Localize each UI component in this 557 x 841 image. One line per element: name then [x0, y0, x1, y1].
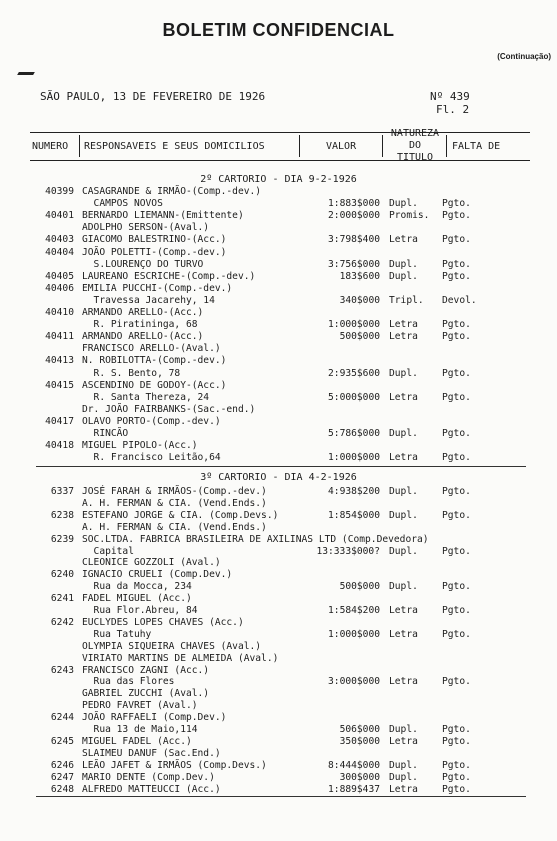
entry-nature: Letra — [389, 319, 418, 331]
col-header-falta: FALTA DE — [452, 141, 501, 152]
entry-nature: Dupl. — [389, 509, 418, 521]
entry-nature: Dupl. — [389, 270, 418, 282]
entry-number: 40401 — [45, 210, 74, 222]
table-row — [0, 593, 557, 605]
entry-name: S.LOURENÇO DO TURVO — [82, 258, 204, 270]
entry-value: 350$000 — [339, 735, 380, 747]
entry-number: 6247 — [50, 771, 74, 783]
table-row — [0, 676, 557, 688]
entry-nature: Dupl. — [389, 258, 418, 270]
entry-name: EUCLYDES LOPES CHAVES (Acc.) — [82, 616, 244, 628]
entry-name: VIRIATO MARTINS DE ALMEIDA (Aval.) — [82, 652, 279, 664]
entry-falta: Pgto. — [442, 628, 471, 640]
entry-value: 2:935$600 — [328, 367, 380, 379]
entry-value: 1:000$000 — [328, 628, 380, 640]
entry-name: R. Francisco Leitão,64 — [82, 452, 221, 464]
entry-nature: Dupl. — [389, 759, 418, 771]
bulletin-number-value: Nº 439 — [430, 90, 470, 103]
entry-falta: Pgto. — [442, 735, 471, 747]
continuation-note: (Continuação) — [497, 52, 551, 61]
entry-nature: Letra — [389, 452, 418, 464]
entry-name: Rua Tatuhy — [82, 628, 152, 640]
table-row — [0, 748, 557, 760]
entry-falta: Devol. — [442, 294, 477, 306]
table-row — [0, 486, 557, 498]
entry-value: 3:756$000 — [328, 258, 380, 270]
entry-nature: Dupl. — [389, 581, 418, 593]
col-header-numero: NUMERO — [32, 141, 69, 152]
entry-falta: Pgto. — [442, 198, 471, 210]
entry-number: 6337 — [50, 486, 74, 497]
table-row — [0, 271, 557, 283]
entry-name: FRANCISCO ARELLO-(Aval.) — [82, 343, 221, 355]
entry-falta: Pgto. — [442, 210, 471, 222]
entry-nature: Letra — [389, 735, 418, 747]
entry-falta: Pgto. — [442, 509, 471, 521]
entry-name: MIGUEL PIPOLO-(Acc.) — [82, 440, 198, 452]
entry-number: 40405 — [45, 270, 74, 282]
entry-number: 40417 — [45, 415, 74, 427]
entry-falta: Pgto. — [442, 367, 471, 379]
table-row — [0, 617, 557, 629]
table-row — [0, 522, 557, 534]
entry-falta: Pgto. — [442, 319, 471, 331]
table-row — [0, 546, 557, 558]
entry-falta: Pgto. — [442, 545, 471, 557]
entry-falta: Pgto. — [442, 605, 471, 616]
table-row — [0, 416, 557, 428]
entry-nature: Dupl. — [389, 367, 418, 379]
bottom-rule — [36, 796, 526, 797]
entry-value: 3:798$400 — [328, 234, 380, 246]
table-row — [0, 653, 557, 665]
entry-nature: Letra — [389, 628, 418, 640]
section-3-title: 3º CARTORIO - DIA 4-2-1926 — [200, 472, 357, 483]
entry-number: 6245 — [50, 735, 74, 747]
entry-value: 1:883$000 — [328, 198, 380, 210]
entry-name: IGNACIO CRUELI (Comp.Dev.) — [82, 569, 233, 581]
table-row — [0, 534, 557, 546]
entry-name: FADEL MIGUEL (Acc.) — [82, 593, 192, 605]
table-row — [0, 331, 557, 343]
entry-value: 1:584$200 — [328, 605, 380, 616]
entry-falta: Pgto. — [442, 771, 471, 783]
entry-nature: Letra — [389, 331, 418, 343]
entry-falta: Pgto. — [442, 581, 471, 593]
entry-value: 3:000$000 — [328, 676, 380, 688]
entry-name: MARIO DENTE (Comp.Dev.) — [82, 771, 215, 783]
entry-name: ARMANDO ARELLO-(Acc.) — [82, 331, 204, 343]
table-row — [0, 724, 557, 736]
entry-falta: Pgto. — [442, 270, 471, 282]
table-row — [0, 283, 557, 295]
col-header-valor: VALOR — [326, 141, 357, 152]
table-row — [0, 760, 557, 772]
entry-number: 40415 — [45, 379, 74, 391]
entry-number: 40410 — [45, 307, 74, 318]
entry-falta: Pgto. — [442, 676, 471, 688]
entry-name: RINCÃO — [82, 428, 129, 439]
table-row — [0, 392, 557, 404]
table-row — [0, 688, 557, 700]
entry-name: MIGUEL FADEL (Acc.) — [82, 735, 192, 747]
entry-nature: Dupl. — [389, 486, 418, 497]
table-row — [0, 186, 557, 198]
entry-name: ARMANDO ARELLO-(Acc.) — [82, 307, 204, 318]
entry-name: CASAGRANDE & IRMÃO-(Comp.-dev.) — [82, 186, 262, 197]
bulletin-number — [430, 90, 470, 116]
entry-name: ADOLPHO SERSON-(Aval.) — [82, 222, 210, 234]
entry-name: JOSÉ FARAH & IRMÃOS-(Comp.-dev.) — [82, 486, 267, 497]
entry-value: 5:000$000 — [328, 391, 380, 403]
table-row — [0, 700, 557, 712]
entry-value: 2:000$000 — [328, 210, 380, 222]
entry-falta: Pgto. — [442, 428, 471, 439]
entry-name: ESTEFANO JORGE & CIA. (Comp.Devs.) — [82, 509, 279, 521]
entry-falta: Pgto. — [442, 331, 471, 343]
table-row — [0, 404, 557, 416]
entry-falta: Pgto. — [442, 724, 471, 735]
entry-value: 1:000$000 — [328, 452, 380, 464]
entry-number: 6239 — [50, 533, 74, 545]
table-row — [0, 198, 557, 210]
entry-nature: Letra — [389, 676, 418, 688]
table-row — [0, 498, 557, 510]
table-row — [0, 368, 557, 380]
entry-name: Rua das Flores — [82, 676, 175, 688]
entry-value: 13:333$000? — [316, 545, 380, 557]
table-row — [0, 510, 557, 522]
entry-falta: Pgto. — [442, 452, 471, 464]
section-2-title: 2º CARTORIO - DIA 9-2-1926 — [200, 174, 357, 185]
entry-name: LEÃO JAFET & IRMÃOS (Comp.Devs.) — [82, 759, 267, 771]
table-row — [0, 557, 557, 569]
table-row — [0, 712, 557, 724]
entry-number: 40411 — [45, 331, 74, 343]
entry-number: 40399 — [45, 186, 74, 197]
entry-falta: Pgto. — [442, 783, 471, 795]
entry-number: 6238 — [50, 509, 74, 521]
entry-name: Rua da Mocca, 234 — [82, 581, 192, 593]
col-header-responsaveis: RESPONSAVEIS E SEUS DOMICILIOS — [84, 141, 265, 152]
entry-name: JOÃO POLETTI-(Comp.-dev.) — [82, 246, 227, 258]
entry-value: 506$000 — [339, 724, 380, 735]
entry-value: 8:444$000 — [328, 759, 380, 771]
entry-nature: Letra — [389, 234, 418, 246]
table-row — [0, 428, 557, 440]
table-row — [0, 259, 557, 271]
entry-name: R. S. Bento, 78 — [82, 367, 181, 379]
entry-name: OLAVO PORTO-(Comp.-dev.) — [82, 415, 221, 427]
entry-nature: Letra — [389, 391, 418, 403]
table-row — [0, 784, 557, 796]
entry-nature: Dupl. — [389, 724, 418, 735]
entry-name: CAMPOS NOVOS — [82, 198, 163, 210]
page-title: BOLETIM CONFIDENCIAL — [162, 20, 395, 40]
entry-name: BERNARDO LIEMANN-(Emittente) — [82, 210, 244, 222]
entry-name: R. Santa Thereza, 24 — [82, 391, 210, 403]
entry-number: 40418 — [45, 440, 74, 452]
entry-name: GABRIEL ZUCCHI (Aval.) — [82, 688, 210, 700]
table-row — [0, 772, 557, 784]
entry-value: 1:854$000 — [328, 509, 380, 521]
entry-value: 1:889$437 — [328, 783, 380, 795]
entry-value: 4:938$200 — [328, 486, 380, 497]
table-row — [0, 319, 557, 331]
table-row — [0, 605, 557, 617]
table-row — [0, 234, 557, 246]
entry-value: 500$000 — [339, 331, 380, 343]
entry-nature: Tripl. — [389, 294, 424, 306]
entry-name: A. H. FERMAN & CIA. (Vend.Ends.) — [82, 521, 267, 533]
table-row — [0, 210, 557, 222]
entry-value: 5:786$000 — [328, 428, 380, 439]
table-row — [0, 581, 557, 593]
entry-nature: Dupl. — [389, 545, 418, 557]
entry-nature: Promis. — [389, 210, 430, 222]
table-row — [0, 307, 557, 319]
entry-name: LAUREANO ESCRICHE-(Comp.-dev.) — [82, 270, 256, 282]
entry-number: 40406 — [45, 282, 74, 294]
table-row — [0, 569, 557, 581]
table-row — [0, 295, 557, 307]
table-row — [0, 440, 557, 452]
entry-nature: Dupl. — [389, 198, 418, 210]
entry-number: 6242 — [50, 616, 74, 628]
entry-name: Rua Flor.Abreu, 84 — [82, 605, 198, 616]
entry-number: 6246 — [50, 759, 74, 771]
entry-name: SLAIMEU DANUF (Sac.End.) — [82, 747, 221, 759]
entry-number: 40413 — [45, 355, 74, 367]
entry-name: Rua 13 de Maio,114 — [82, 724, 198, 735]
entry-name: Capital — [82, 545, 134, 557]
entry-falta: Pgto. — [442, 759, 471, 771]
table-row — [0, 343, 557, 355]
entry-name: ALFREDO MATTEUCCI (Acc.) — [82, 783, 221, 795]
entry-number: 6243 — [50, 664, 74, 676]
entry-value: 1:000$000 — [328, 319, 380, 331]
entry-name: JOÃO RAFFAELI (Comp.Dev.) — [82, 712, 227, 724]
entry-number: 6241 — [50, 593, 74, 605]
entry-name: N. ROBILOTTA-(Comp.-dev.) — [82, 355, 227, 367]
table-row — [0, 380, 557, 392]
entry-value: 183$600 — [339, 270, 380, 282]
sheet-number: Fl. 2 — [436, 103, 470, 116]
entry-nature: Dupl. — [389, 428, 418, 439]
entry-name: PEDRO FAVRET (Aval.) — [82, 700, 198, 712]
table-row — [0, 629, 557, 641]
table-row — [0, 641, 557, 653]
table-row — [0, 665, 557, 677]
entry-number: 40404 — [45, 246, 74, 258]
entry-name: R. Piratininga, 68 — [82, 319, 198, 331]
entry-falta: Pgto. — [442, 486, 471, 497]
entry-number: 40403 — [45, 234, 74, 246]
entry-name: A. H. FERMAN & CIA. (Vend.Ends.) — [82, 497, 267, 509]
entry-value: 340$000 — [339, 294, 380, 306]
table-row — [0, 736, 557, 748]
table-row — [0, 247, 557, 259]
entry-number: 6248 — [50, 783, 74, 795]
entry-name: EMILIA PUCCHI-(Comp.-dev.) — [82, 282, 233, 294]
entry-value: 300$000 — [339, 771, 380, 783]
entry-name: Travessa Jacarehy, 14 — [82, 294, 215, 306]
entry-number: 6244 — [50, 712, 74, 724]
entry-name: SOC.LTDA. FABRICA BRASILEIRA DE AXILINAS LTD (Comp.Devedora) — [82, 533, 429, 545]
entry-nature: Letra — [389, 605, 418, 616]
entry-name: CLEONICE GOZZOLI (Aval.) — [82, 557, 221, 569]
page-mark — [17, 72, 35, 75]
entry-number: 6240 — [50, 569, 74, 581]
entry-falta: Pgto. — [442, 258, 471, 270]
entry-nature: Letra — [389, 783, 418, 795]
section-divider — [36, 466, 526, 467]
col-header-natureza: NATUREZA DO TITULO — [390, 128, 440, 163]
table-row — [0, 222, 557, 234]
entry-name: ASCENDINO DE GODOY-(Acc.) — [82, 379, 227, 391]
entry-name: Dr. JOÃO FAIRBANKS-(Sac.-end.) — [82, 403, 256, 415]
entry-name: OLYMPIA SIQUEIRA CHAVES (Aval.) — [82, 640, 262, 652]
entry-name: FRANCISCO ZAGNI (Acc.) — [82, 664, 210, 676]
entry-falta: Pgto. — [442, 391, 471, 403]
entry-name: GIACOMO BALESTRINO-(Acc.) — [82, 234, 227, 246]
entry-falta: Pgto. — [442, 234, 471, 246]
table-row — [0, 452, 557, 464]
entry-value: 500$000 — [339, 581, 380, 593]
table-row — [0, 355, 557, 367]
entry-nature: Dupl. — [389, 771, 418, 783]
date-line: SÃO PAULO, 13 DE FEVEREIRO DE 1926 — [40, 90, 266, 103]
